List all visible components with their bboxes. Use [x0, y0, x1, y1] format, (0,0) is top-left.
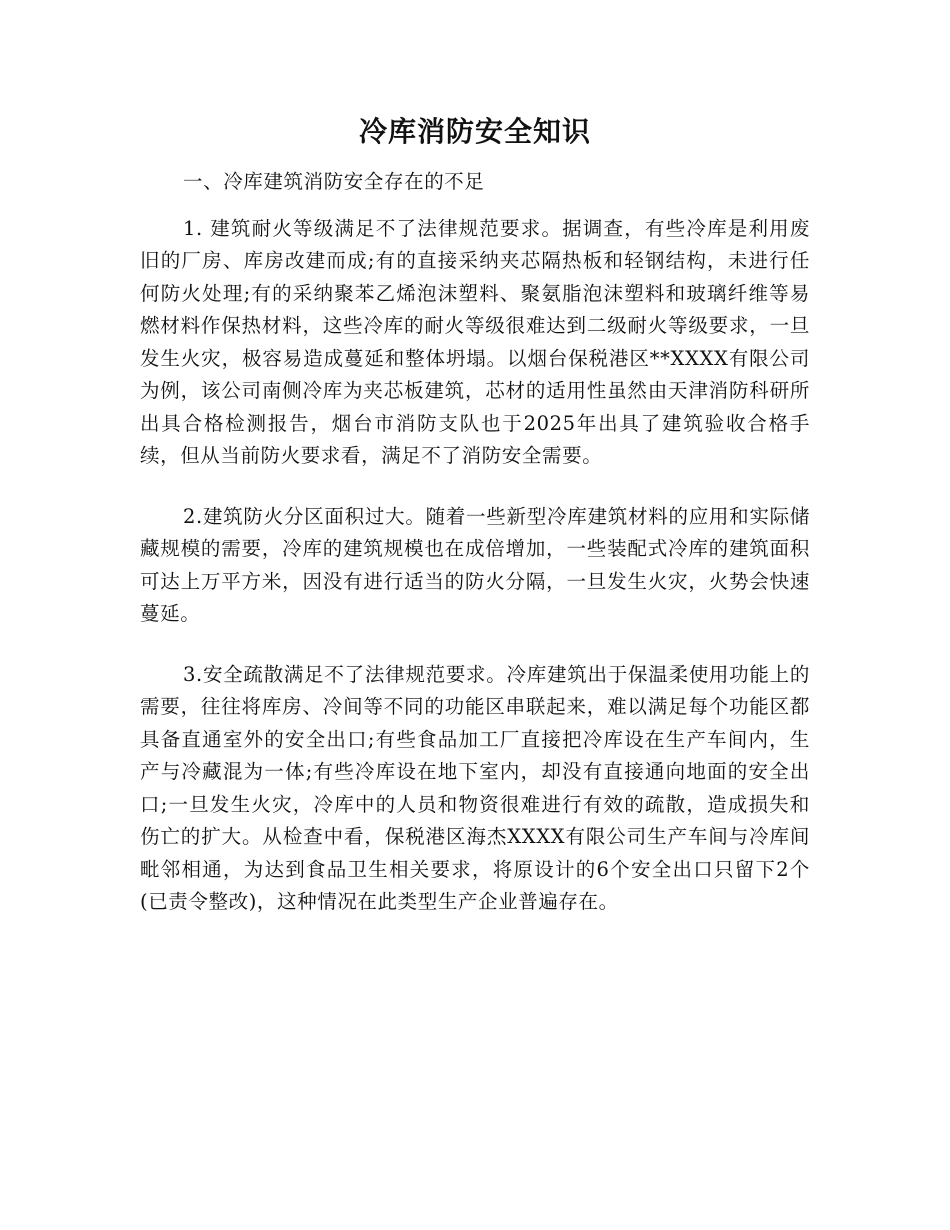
- paragraph-2: 2.建筑防火分区面积过大。随着一些新型冷库建筑材料的应用和实际储藏规模的需要，冷库的建筑规模也在成倍增加，一些装配式冷库的建筑面积可达上万平方米，因没有进行适当的防火分隔，一旦发生火灾，火势会快速蔓延。: [140, 504, 810, 625]
- paragraph-3: 3.安全疏散满足不了法律规范要求。冷库建筑出于保温柔使用功能上的需要，往往将库房、冷间等不同的功能区串联起来，难以满足每个功能区都具备直通室外的安全出口;有些食品加工厂直接把冷库设在生产车间内，生产与冷藏混为一体;有些冷库设在地下室内，却没有直接通向地面的安全出口;一旦发生火灾，冷库中的人员和物资很难进行有效的疏散，造成损失和伤亡的扩大。从检查中看，保税港区海杰XXXX有限公司生产车间与冷库间毗邻相通，为达到食品卫生相关要求，将原设计的6个安全出口只留下2个(已责令整改)，这种情况在此类型生产企业普遍存在。: [140, 662, 810, 913]
- section-heading: 一、冷库建筑消防安全存在的不足: [183, 170, 485, 193]
- paragraph-1: 1. 建筑耐火等级满足不了法律规范要求。据调查，有些冷库是利用废旧的厂房、库房改建而成;有的直接采纳夹芯隔热板和轻钢结构，未进行任何防火处理;有的采纳聚苯乙烯泡沫塑料、聚氨脂泡沫塑料和玻璃纤维等易燃材料作保热材料，这些冷库的耐火等级很难达到二级耐火等级要求，一旦发生火灾，极容易造成蔓延和整体坍塌。以烟台保税港区**XXXX有限公司为例，该公司南侧冷库为夹芯板建筑，芯材的适用性虽然由天津消防科研所出具合格检测报告，烟台市消防支队也于2025年出具了建筑验收合格手续，但从当前防火要求看，满足不了消防安全需要。: [140, 216, 810, 467]
- document-title: 冷库消防安全知识: [358, 115, 591, 148]
- document-body: [140, 166, 810, 919]
